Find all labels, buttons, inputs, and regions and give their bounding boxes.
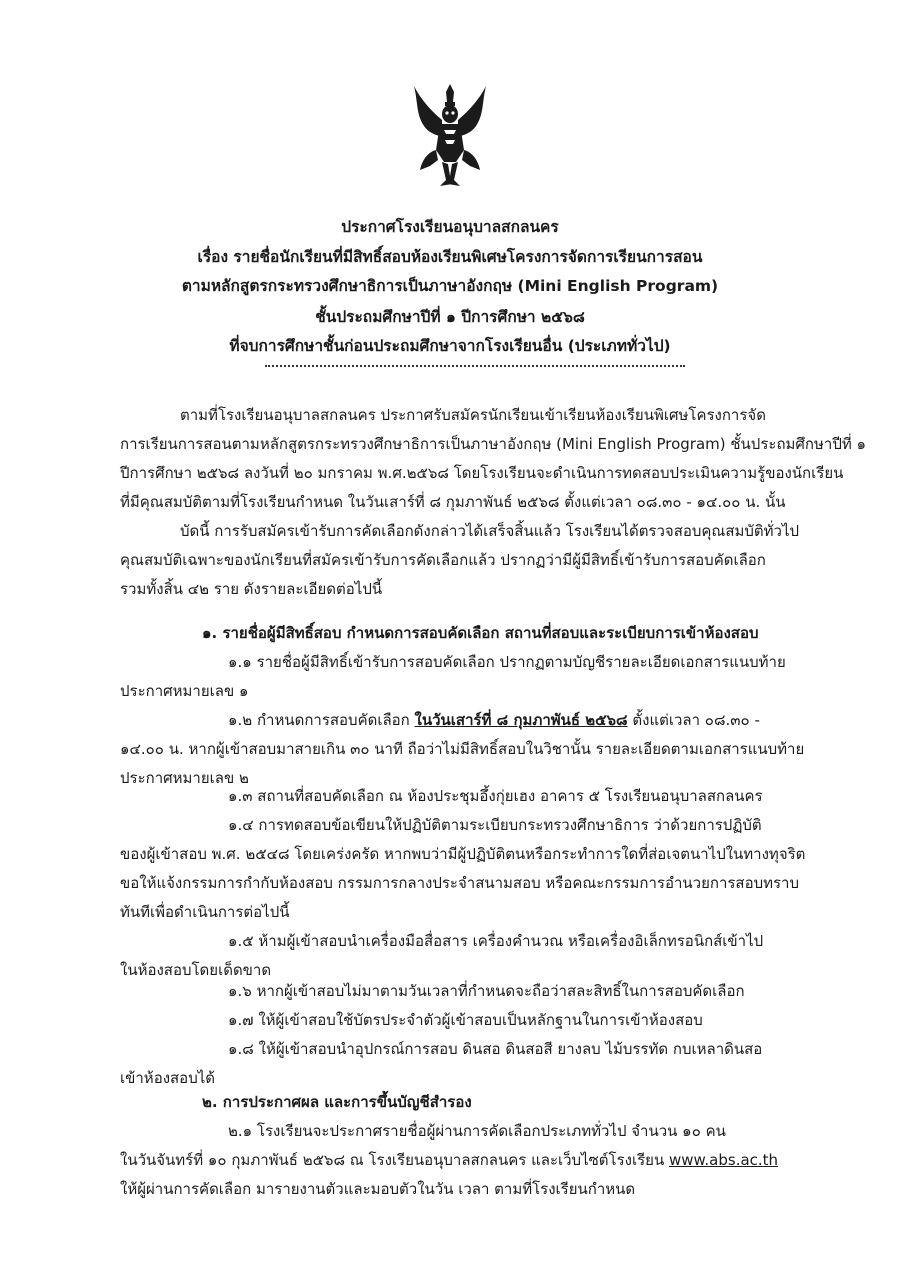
item-1-1-cont: ประกาศหมายเลข ๑ bbox=[120, 682, 249, 700]
announcement-subject: เรื่อง รายชื่อนักเรียนที่มีสิทธิ์สอบห้องเรียนพิเศษโครงการจัดการเรียนการสอน bbox=[197, 248, 703, 266]
announcement-grade: ชั้นประถมศึกษาปีที่ ๑ ปีการศึกษา ๒๕๖๘ bbox=[315, 308, 585, 326]
intro-line-2: การเรียนการสอนตามหลักสูตรกระทรวงศึกษาธิการเป็นภาษาอังกฤษ (Mini English Program) ชั้นประถมศึกษาปีที่ ๑ bbox=[120, 435, 867, 453]
intro-line-4: ที่มีคุณสมบัติตามที่โรงเรียนกำหนด ในวันเสาร์ที่ ๘ กุมภาพันธ์ ๒๕๖๘ ตั้งแต่เวลา ๐๘.๓๐ - ๑๔.๐๐ น. นั้น bbox=[120, 493, 786, 511]
item-1-1: ๑.๑ รายชื่อผู้มีสิทธิ์เข้ารับการสอบคัดเลือก ปรากฏตามบัญชีรายละเอียดเอกสารแนบท้าย bbox=[228, 653, 786, 671]
item-1-8: ๑.๘ ให้ผู้เข้าสอบนำอุปกรณ์การสอบ ดินสอ ดินสอสี ยางลบ ไม้บรรทัด กบเหลาดินสอ bbox=[228, 1040, 763, 1058]
item-1-2-time: ตั้งแต่เวลา ๐๘.๓๐ - bbox=[627, 711, 760, 729]
section-1-heading: ๑. รายชื่อผู้มีสิทธิ์สอบ กำหนดการสอบคัดเลือก สถานที่สอบและระเบียบการเข้าห้องสอบ bbox=[202, 624, 759, 642]
school-website-link[interactable]: www.abs.ac.th bbox=[668, 1151, 779, 1169]
item-1-2-label: ๑.๒ กำหนดการสอบคัดเลือก bbox=[228, 711, 415, 729]
intro-line-5: บัดนี้ การรับสมัครเข้ารับการคัดเลือกดังกล่าวได้เสร็จสิ้นแล้ว โรงเรียนได้ตรวจสอบคุณสมบัติทั่วไป bbox=[180, 522, 800, 540]
item-1-5-cont: ในห้องสอบโดยเด็ดขาด bbox=[120, 961, 272, 979]
garuda-emblem-icon bbox=[410, 80, 490, 188]
item-1-4: ๑.๔ การทดสอบข้อเขียนให้ปฏิบัติตามระเบียบกระทรวงศึกษาธิการ ว่าด้วยการปฏิบัติ bbox=[228, 816, 762, 834]
item-1-5: ๑.๕ ห้ามผู้เข้าสอบนำเครื่องมือสื่อสาร เครื่องคำนวณ หรือเครื่องอิเล็กทรอนิกส์เข้าไป bbox=[228, 932, 764, 950]
item-1-8-cont: เข้าห้องสอบได้ bbox=[120, 1069, 215, 1087]
item-1-4-cont3: ทันทีเพื่อดำเนินการต่อไปนี้ bbox=[120, 903, 290, 921]
item-2-1-cont bbox=[120, 1146, 822, 1175]
intro-line-1: ตามที่โรงเรียนอนุบาลสกลนคร ประกาศรับสมัครนักเรียนเข้าเรียนห้องเรียนพิเศษโครงการจัด bbox=[180, 406, 766, 424]
item-1-2 bbox=[228, 706, 822, 735]
item-2-1-cont2: ให้ผู้ผ่านการคัดเลือก มารายงานตัวและมอบตัวในวัน เวลา ตามที่โรงเรียนกำหนด bbox=[120, 1180, 636, 1198]
announcement-title: ประกาศโรงเรียนอนุบาลสกลนคร bbox=[341, 218, 559, 236]
item-1-6: ๑.๖ หากผู้เข้าสอบไม่มาตามวันเวลาที่กำหนดจะถือว่าสละสิทธิ์ในการสอบคัดเลือก bbox=[228, 982, 745, 1000]
item-1-2-cont2: ประกาศหมายเลข ๒ bbox=[120, 769, 249, 787]
item-1-2-cont: ๑๔.๐๐ น. หากผู้เข้าสอบมาสายเกิน ๓๐ นาที ถือว่าไม่มีสิทธิ์สอบในวิชานั้น รายละเอียดตามเอกสารแนบท้าย bbox=[120, 740, 805, 758]
item-1-4-cont: ของผู้เข้าสอบ พ.ศ. ๒๕๔๘ โดยเคร่งครัด หากพบว่ามีผู้ปฏิบัติตนหรือกระทำการใดที่ส่อเจตนาไปในทางทุจริต bbox=[120, 845, 806, 863]
announcement-category: ที่จบการศึกษาชั้นก่อนประถมศึกษาจากโรงเรียนอื่น (ประเภททั่วไป) bbox=[229, 337, 671, 355]
exam-date: ในวันเสาร์ที่ ๘ กุมภาพันธ์ ๒๕๖๘ bbox=[414, 711, 628, 729]
item-1-7: ๑.๗ ให้ผู้เข้าสอบใช้บัตรประจำตัวผู้เข้าสอบเป็นหลักฐานในการเข้าห้องสอบ bbox=[228, 1011, 703, 1029]
item-1-4-cont2: ขอให้แจ้งกรรมการกำกับห้องสอบ กรรมการกลางประจำสนามสอบ หรือคณะกรรมการอำนวยการสอบทราบ bbox=[120, 874, 800, 892]
item-2-1: ๒.๑ โรงเรียนจะประกาศรายชื่อผู้ผ่านการคัดเลือกประเภททั่วไป จำนวน ๑๐ คน bbox=[228, 1122, 726, 1140]
item-1-3: ๑.๓ สถานที่สอบคัดเลือก ณ ห้องประชุมอึ้งกุ่ยเฮง อาคาร ๕ โรงเรียนอนุบาลสกลนคร bbox=[228, 787, 763, 805]
announcement-subject-line2: ตามหลักสูตรกระทรวงศึกษาธิการเป็นภาษาอังกฤษ (Mini English Program) bbox=[181, 277, 719, 295]
header-dotted-divider bbox=[265, 365, 685, 367]
section-2-heading: ๒. การประกาศผล และการขึ้นบัญชีสำรอง bbox=[202, 1093, 472, 1111]
item-2-1-cont-text: ในวันจันทร์ที่ ๑๐ กุมภาพันธ์ ๒๕๖๘ ณ โรงเรียนอนุบาลสกลนคร และเว็บไซต์โรงเรียน bbox=[120, 1151, 669, 1169]
intro-line-3: ปีการศึกษา ๒๕๖๘ ลงวันที่ ๒๐ มกราคม พ.ศ.๒๕๖๘ โดยโรงเรียนจะดำเนินการทดสอบประเมินความรู้ของนักเรียน bbox=[120, 464, 844, 482]
intro-line-7: รวมทั้งสิ้น ๔๒ ราย ดังรายละเอียดต่อไปนี้ bbox=[120, 580, 383, 598]
intro-line-6: คุณสมบัติเฉพาะของนักเรียนที่สมัครเข้ารับการคัดเลือกแล้ว ปรากฏว่ามีผู้มีสิทธิ์เข้ารับการสอบคัดเลือก bbox=[120, 551, 766, 569]
